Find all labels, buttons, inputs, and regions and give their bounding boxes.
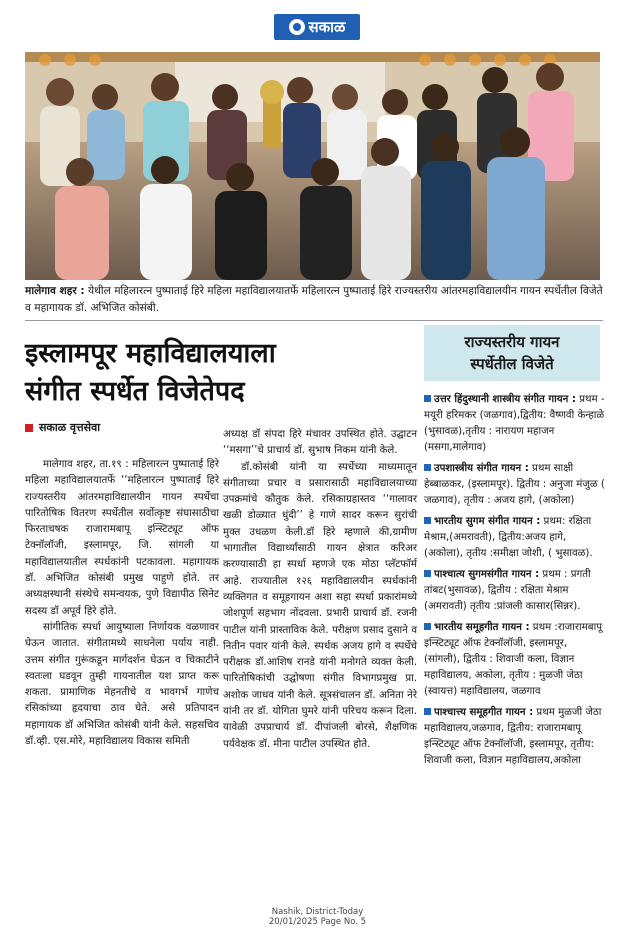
winner-item <box>424 461 606 509</box>
masthead-brand: सकाळ <box>308 18 346 36</box>
article-column-1 <box>25 457 219 750</box>
winner-text: प्रथम मुळजी जेठा महाविद्यालय,जळगाव, द्वितीय: राजारामबापू इन्स्टिट्यूट ऑफ टेक्नॉलॉजी, इस्लामपूर, तृतीय: शिवाजी कला, विज्ञान महाविद्यालय,अकोला <box>424 707 602 766</box>
article-paragraph: डॉ.कोसंबी यांनी या स्पर्धेच्या माध्यमातून संगीताच्या प्रचार व प्रसारासाठी महाविद्यालयाच्या उपक्रमांचे कौतुक केले. रसिकाग्रहास्तव ‘‘गालावर खळी डोळ्यात धुंदी’’ हे गाणे सादर करून सुरांची मुक्त उधळण केली.डॉ हिरे म्हणाले की,ग्रामीण भागातील विद्यार्थ्यांसाठी गायन क्षेत्रात करिअर करण्यासाठी हा स्पर्धा म्हणजे एक मोठा प्लॅटफॉर्म आहे. राज्यातील १२६ महाविद्यालयीन स्पर्धकांनी व्यक्तिगत व समूहगायन अशा सहा स्पर्धा प्रकारांमध्ये जोशपूर्ण सहभाग नोंदवला. प्रभारी प्राचार्य डॉ. रजनी पाटील यांनी प्रास्ताविक केले. परीक्षण प्रसाद दुसाने व नितीन पवार यांनी केले. स्पर्धक अजय हागे व स्पर्धेचे परीक्षक डॉ.आशिष रानडे यांनी मनोगते व्यक्त केली. पारितोषिकांची उद्घोषणा संगीत विभागप्रमुख प्रा. अशोक जाधव यांनी केले. सूत्रसंचालन डॉ. अनिता नेरे यांनी तर डॉ. योगिता घुमरे यांनी परिचय करून दिला. यावेळी उपप्राचार्य डॉ. दीपांजली बोरसे, शैक्षणिक पर्यवेक्षक डॉ. मीना पाटील उपस्थित होते. <box>223 461 417 750</box>
winner-category: पाश्चात्त्य समूहगीत गायन : <box>434 707 534 718</box>
square-bullet-icon <box>424 517 431 524</box>
newspaper-masthead <box>274 14 360 40</box>
footer-edition: Nashik, District-Today <box>271 907 364 917</box>
byline-text: सकाळ वृत्तसेवा <box>39 421 101 434</box>
photo-caption <box>25 283 603 317</box>
winner-category: पाश्चात्य सुगमसंगीत गायन : <box>434 569 540 580</box>
article-paragraph: सांगीतिक स्पर्धा आयुष्याला निर्णायक वळणावर घेऊन जातात. संगीतामध्ये साधनेला पर्याय नाही. उत्तम संगीत गुरूंकडून मार्गदर्शन घेऊन व चिकाटीने स्वतःला घडवून तुम्ही गायनातील यश प्राप्त करू शकता. प्रामाणिक मेहनतीचे व भावगर्भ गाणेच रसिकांच्या हृदयाचा ठाव घेते. असे प्रतिपादन महागायक डॉ अभिजित कोसंबी यांनी केले. सहसचिव डॉ.व्ही. एस.मोरे, महाविद्यालय विकास समिती <box>25 621 219 748</box>
winners-list <box>424 392 606 774</box>
sidebar-title <box>424 325 600 381</box>
footer-date-page: 20/01/2025 Page No. 5 <box>268 917 367 927</box>
winner-text: प्रथम : प्रगती तांबट(भुसावळ), द्वितीय : रक्षिता मेश्राम (अमरावती) तृतीय :प्रांजली कासार(सिन्नर). <box>424 569 591 612</box>
square-bullet-icon <box>424 708 431 715</box>
article-paragraph: अध्यक्ष डॉ संपदा हिरे मंचावर उपस्थित होते. उद्घाटन ‘‘मसगा’’चे प्राचार्य डॉ. सुभाष निकम यांनी केले. <box>223 429 417 457</box>
article-column-2 <box>223 427 417 753</box>
winner-text: प्रथम :राजारामबापू इन्स्टिट्यूट ऑफ टेक्नॉलॉजी, इस्लामपूर, (सांगली), द्वितीय : शिवाजी कला, विज्ञान महाविद्यालय, अकोला, तृतीय : मुळजी जेठा (स्वायत्त) महाविद्यालय, जळगाव <box>424 622 602 697</box>
headline <box>25 335 415 411</box>
square-bullet-icon <box>424 464 431 471</box>
winner-item <box>424 620 606 700</box>
byline-marker-icon <box>25 424 33 432</box>
headline-line-1: इस्लामपूर महाविद्यालयाला <box>25 338 276 369</box>
winner-category: उत्तर हिंदुस्थानी शास्त्रीय संगीत गायन : <box>434 394 576 405</box>
group-photo-illustration <box>25 52 600 280</box>
winner-text: प्रथम साक्षी हेब्बाळकर, (इस्लामपूर). द्वितीय : अनुजा मंजुळ ( जळगाव), तृतीय : अजय हागे, (अकोला) <box>424 463 605 506</box>
winner-text: प्रथम - मयूरी हरिमकर (जळगाव),द्वितीय: वैष्णवी केन्हाळे (भुसावळ),तृतीय : नारायण महाजन (मसगा,मालेगाव) <box>424 394 605 453</box>
square-bullet-icon <box>424 570 431 577</box>
headline-line-2: संगीत स्पर्धेत विजेतेपद <box>25 376 245 407</box>
caption-place: मालेगाव शहर : <box>25 285 85 297</box>
news-photo <box>25 52 600 280</box>
caption-text: येथील महिलारत्न पुष्पाताई हिरे महिला महाविद्यालयातर्फे महिलारत्न पुष्पाताई हिरे राज्यस्तरीय आंतरमहाविद्यालयीन गायन स्पर्धेतील विजेते व महागायक डॉ. अभिजित कोसंबी. <box>25 285 603 314</box>
winner-item <box>424 514 606 562</box>
sidebar-title-text: राज्यस्तरीय गायन स्पर्धेतील विजेते <box>464 333 560 373</box>
winner-item <box>424 567 606 615</box>
winner-item <box>424 705 606 769</box>
winner-category: भारतीय सुगम संगीत गायन : <box>434 516 541 527</box>
page-footer <box>0 907 635 927</box>
winner-item <box>424 392 606 456</box>
winner-category: भारतीय समूहगीत गायन : <box>434 622 530 633</box>
square-bullet-icon <box>424 395 431 402</box>
sakal-logo-icon <box>289 19 305 35</box>
divider <box>25 320 603 321</box>
article-paragraph: मालेगाव शहर, ता.१९ : महिलारत्न पुष्पाताई हिरे महिला महाविद्यालयातर्फे ‘‘महिलारत्न पुष्पाताई हिरे राज्यस्तरीय आंतरमहाविद्यालयीन गायन स्पर्धेचा पारितोषिक वितरण स्पर्धेतील सर्वोत्कृष्ट संघासाठीचा फिरताचषक राजारामबापू इन्स्टिट्यूट ऑफ टेक्नॉलॉजी, इस्लामपूर, जि. सांगली या महाविद्यालयातील स्पर्धकांनी पटकावला. महागायक डॉ. अभिजित कोसंबी प्रमुख पाहुणे होते. तर अध्यक्षस्थानी संस्थेचे समन्वयक, पुणे विद्यापीठ सिनेट सदस्य डॉ अपूर्व हिरे होते. <box>25 459 219 617</box>
square-bullet-icon <box>424 623 431 630</box>
byline <box>25 420 215 435</box>
winner-text: प्रथम: रक्षिता मेश्राम,(अमरावती), द्वितीय:अजय हागे, (अकोला), तृतीय :समीक्षा जोशी, ( भुसावळ). <box>424 516 593 559</box>
winner-category: उपशास्त्रीय संगीत गायन : <box>434 463 529 474</box>
